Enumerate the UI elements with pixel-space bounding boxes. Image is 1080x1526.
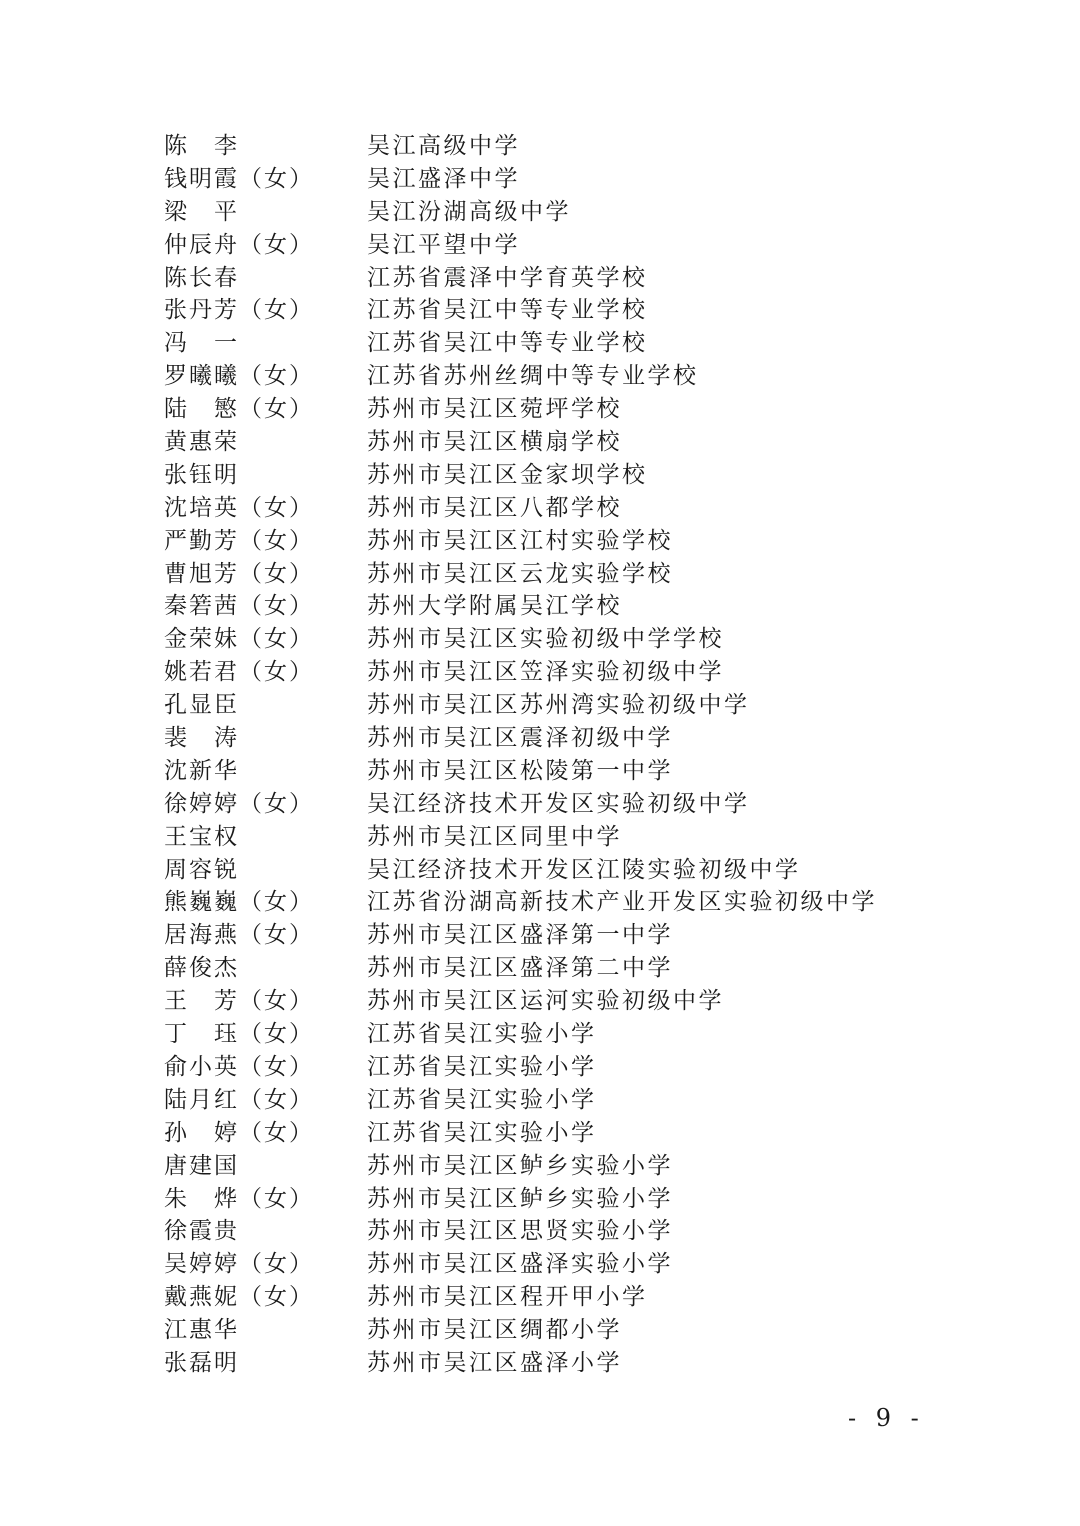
list-item	[164, 262, 924, 295]
list-item	[164, 722, 924, 755]
list-item	[164, 1018, 924, 1051]
person-name: 沈新华	[164, 757, 239, 784]
school-name: 江苏省吴江中等专业学校	[367, 330, 648, 357]
school-name: 苏州市吴江区震泽初级中学	[367, 725, 673, 752]
school-name: 江苏省吴江实验小学	[367, 1021, 597, 1048]
school-name: 苏州市吴江区运河实验初级中学	[367, 988, 724, 1015]
person-name: 秦箬茜（女）	[164, 593, 314, 620]
school-name: 吴江经济技术开发区实验初级中学	[367, 790, 750, 817]
list-item	[164, 426, 924, 459]
list-item	[164, 1150, 924, 1183]
school-name: 吴江高级中学	[367, 133, 520, 159]
person-name: 裴 涛	[164, 725, 239, 752]
list-item	[164, 229, 924, 262]
school-name: 苏州市吴江区鲈乡实验小学	[367, 1152, 673, 1179]
list-item	[164, 1215, 924, 1248]
person-name: 王 芳（女）	[164, 988, 314, 1015]
school-name: 江苏省吴江实验小学	[367, 1119, 597, 1146]
school-name: 苏州市吴江区实验初级中学学校	[367, 626, 724, 653]
school-name: 吴江经济技术开发区江陵实验初级中学	[367, 856, 801, 883]
person-name: 张磊明	[164, 1349, 239, 1376]
person-name: 薛俊杰	[164, 955, 239, 982]
list-item	[164, 525, 924, 558]
school-name: 江苏省汾湖高新技术产业开发区实验初级中学	[367, 889, 877, 916]
school-name: 苏州市吴江区盛泽第一中学	[367, 922, 673, 949]
list-item	[164, 886, 924, 919]
list-item	[164, 459, 924, 492]
person-name: 姚若君（女）	[164, 659, 314, 686]
list-item	[164, 590, 924, 623]
list-item	[164, 492, 924, 525]
list-item	[164, 1183, 924, 1216]
list-item	[164, 985, 924, 1018]
person-name: 陈 李	[164, 133, 239, 159]
school-name: 苏州市吴江区横扇学校	[367, 429, 622, 456]
school-name: 苏州市吴江区思贤实验小学	[367, 1218, 673, 1245]
school-name: 苏州市吴江区同里中学	[367, 823, 622, 850]
person-name: 徐婷婷（女）	[164, 790, 314, 817]
person-name: 吴婷婷（女）	[164, 1251, 314, 1278]
school-name: 吴江汾湖高级中学	[367, 198, 571, 225]
person-name: 唐建国	[164, 1152, 239, 1179]
school-name: 吴江平望中学	[367, 231, 520, 258]
school-name: 苏州市吴江区绸都小学	[367, 1317, 622, 1344]
list-item	[164, 1248, 924, 1281]
school-name: 苏州市吴江区云龙实验学校	[367, 560, 673, 587]
school-name: 吴江盛泽中学	[367, 165, 520, 192]
person-name: 王宝权	[164, 823, 239, 850]
person-name: 陈长春	[164, 264, 239, 291]
person-name: 居海燕（女）	[164, 922, 314, 949]
list-item	[164, 558, 924, 591]
school-name: 江苏省吴江中等专业学校	[367, 297, 648, 324]
person-name: 严勤芳（女）	[164, 527, 314, 554]
list-item	[164, 623, 924, 656]
school-name: 苏州市吴江区金家坝学校	[367, 461, 648, 488]
list-item	[164, 360, 924, 393]
person-name: 梁 平	[164, 198, 239, 225]
school-name: 苏州市吴江区八都学校	[367, 494, 622, 521]
person-name: 陆 慜（女）	[164, 396, 314, 423]
person-name: 熊巍巍（女）	[164, 889, 314, 916]
school-name: 苏州市吴江区盛泽小学	[367, 1349, 622, 1376]
list-item	[164, 1084, 924, 1117]
person-name: 徐霞贵	[164, 1218, 239, 1245]
list-item	[164, 393, 924, 426]
list-item	[164, 854, 924, 887]
list-item	[164, 327, 924, 360]
person-name: 周容锐	[164, 856, 239, 883]
school-name: 苏州市吴江区盛泽第二中学	[367, 955, 673, 982]
school-name: 苏州大学附属吴江学校	[367, 593, 622, 620]
person-name: 陆月红（女）	[164, 1086, 314, 1113]
school-name: 江苏省吴江实验小学	[367, 1053, 597, 1080]
school-name: 江苏省吴江实验小学	[367, 1086, 597, 1113]
list-item	[164, 294, 924, 327]
list-item	[164, 1314, 924, 1347]
school-name: 苏州市吴江区笠泽实验初级中学	[367, 659, 724, 686]
person-name: 江惠华	[164, 1317, 239, 1344]
list-item	[164, 821, 924, 854]
person-name: 朱 烨（女）	[164, 1185, 314, 1212]
school-name: 江苏省震泽中学育英学校	[367, 264, 648, 291]
list-item	[164, 1117, 924, 1150]
list-item	[164, 656, 924, 689]
list-item	[164, 1347, 924, 1380]
school-name: 苏州市吴江区鲈乡实验小学	[367, 1185, 673, 1212]
person-name: 仲辰舟（女）	[164, 231, 314, 258]
school-name: 江苏省苏州丝绸中等专业学校	[367, 363, 699, 390]
list-item	[164, 1281, 924, 1314]
school-name: 苏州市吴江区苏州湾实验初级中学	[367, 692, 750, 719]
page-number: - 9 -	[848, 1404, 925, 1432]
person-name: 戴燕妮（女）	[164, 1284, 314, 1311]
person-name: 俞小英（女）	[164, 1053, 314, 1080]
school-name: 苏州市吴江区松陵第一中学	[367, 757, 673, 784]
person-name: 张钰明	[164, 461, 239, 488]
person-name: 钱明霞（女）	[164, 165, 314, 192]
person-name: 丁 珏（女）	[164, 1021, 314, 1048]
list-item	[164, 1051, 924, 1084]
list-item	[164, 952, 924, 985]
person-name: 孙 婷（女）	[164, 1119, 314, 1146]
person-name: 孔显臣	[164, 692, 239, 719]
list-item	[164, 130, 924, 163]
school-name: 苏州市吴江区盛泽实验小学	[367, 1251, 673, 1278]
person-name: 张丹芳（女）	[164, 297, 314, 324]
person-name: 沈培英（女）	[164, 494, 314, 521]
school-name: 苏州市吴江区江村实验学校	[367, 527, 673, 554]
person-name: 金荣妹（女）	[164, 626, 314, 653]
list-item	[164, 755, 924, 788]
person-name: 曹旭芳（女）	[164, 560, 314, 587]
list-item	[164, 788, 924, 821]
list-item	[164, 163, 924, 196]
list-item	[164, 689, 924, 722]
person-name: 罗曦曦（女）	[164, 363, 314, 390]
school-name: 苏州市吴江区程开甲小学	[367, 1284, 648, 1311]
list-item	[164, 919, 924, 952]
person-name: 冯 一	[164, 330, 239, 357]
school-name: 苏州市吴江区菀坪学校	[367, 396, 622, 423]
list-item	[164, 196, 924, 229]
person-name: 黄惠荣	[164, 429, 239, 456]
name-school-list	[164, 130, 924, 1380]
